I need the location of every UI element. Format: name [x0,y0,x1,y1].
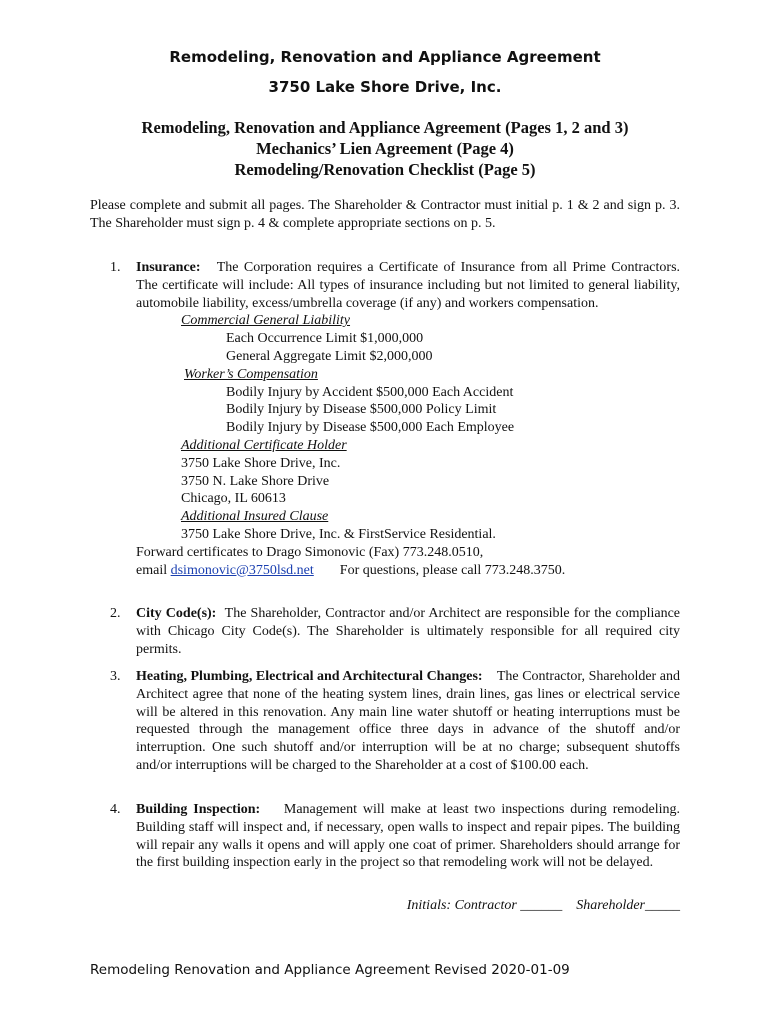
initials-line [407,898,680,914]
cgl-heading: Commercial General Liability [181,313,351,329]
section-heading: Building Inspection: [136,802,261,817]
section-number: 3. [110,669,121,684]
cgl-line: General Aggregate Limit $2,000,000 [226,348,433,364]
initials-contractor[interactable]: Initials: Contractor ______ [406,898,563,913]
subtitle-agreement: Remodeling, Renovation and Appliance Agreement (Pages 1, 2 and 3) [141,118,629,137]
section-number: 4. [110,802,121,817]
section-text: The Shareholder, Contractor and/or Architect are responsible for the compliance with Chicago City Code(s). The Shareholder is ultimately responsible for all required city permits. [136,606,680,657]
questions-text: For questions, please call 773.248.3750. [339,562,566,578]
wc-heading: Worker’s Compensation [184,366,318,382]
section-text: The Contractor, Shareholder and Architect agree that none of the heating system lines, drain lines, gas lines or electrical service will be altered in this renovation. Any main line water shutoff or heating interruptions must be requested through the management office three days in advance of the shutoff and/or interruption. One such shutoff and/or interruption will be at no charge; subsequent shutoffs and/or interruptions will be charged to the Shareholder at a cost of $100.00 each. [136,669,680,773]
section-text: The Corporation requires a Certificate of Insurance from all Prime Contractors. The certificate will include: All types of insurance including but not limited to general liability, automobile liability, excess/umbrella coverage (if any) and workers compensation. [136,260,681,311]
insured-line: 3750 Lake Shore Drive, Inc. & FirstService Residential. [181,526,496,542]
subtitle-lien: Mechanics’ Lien Agreement (Page 4) [256,139,514,158]
wc-line: Bodily Injury by Disease $500,000 Each Employee [226,420,515,436]
company-name: 3750 Lake Shore Drive, Inc. [268,78,502,96]
wc-line: Bodily Injury by Disease $500,000 Policy Limit [226,402,497,418]
insured-heading: Additional Insured Clause [181,509,329,525]
document-subtitles [0,117,770,180]
section-number: 2. [110,606,121,621]
section-insurance [110,259,680,579]
email-prefix: email [136,562,168,578]
holder-line: 3750 N. Lake Shore Drive [181,473,330,489]
section-city-code [110,605,680,658]
intro-paragraph: Please complete and submit all pages. The Shareholder & Contractor must initial p. 1 & 2 and sign p. 3. The Shareholder must sign p. 4 & complete appropriate sections on p. 5. [90,198,680,231]
page-footer: Remodeling Renovation and Appliance Agreement Revised 2020-01-09 [90,962,570,978]
section-heading: Heating, Plumbing, Electrical and Architectural Changes: [136,669,483,684]
document-title: Remodeling, Renovation and Appliance Agreement [169,48,601,66]
section-heading: Insurance: [136,260,201,275]
wc-line: Bodily Injury by Accident $500,000 Each Accident [226,384,514,400]
initials-shareholder[interactable]: Shareholder_____ [576,898,680,913]
section-changes [110,668,680,775]
section-number: 1. [110,260,121,275]
contact-line [136,562,680,580]
holder-line: 3750 Lake Shore Drive, Inc. [181,455,341,471]
section-text: Management will make at least two inspections during remodeling. Building staff will inspect and, if necessary, open walls to inspect and repair pipes. The building will repair any walls it opens and will apply one coat of primer. Shareholders should arrange for the first building inspection early in the project so that remodeling work will not be delayed. [136,802,680,871]
holder-line: Chicago, IL 60613 [181,491,286,507]
holder-heading: Additional Certificate Holder [181,437,347,453]
section-heading: City Code(s): [136,606,217,621]
subtitle-checklist: Remodeling/Renovation Checklist (Page 5) [234,160,536,179]
email-link[interactable]: dsimonovic@3750lsd.net [170,562,314,578]
section-inspection [110,801,680,872]
cgl-line: Each Occurrence Limit $1,000,000 [226,331,424,347]
forward-line: Forward certificates to Drago Simonovic (Fax) 773.248.0510, [136,544,484,560]
